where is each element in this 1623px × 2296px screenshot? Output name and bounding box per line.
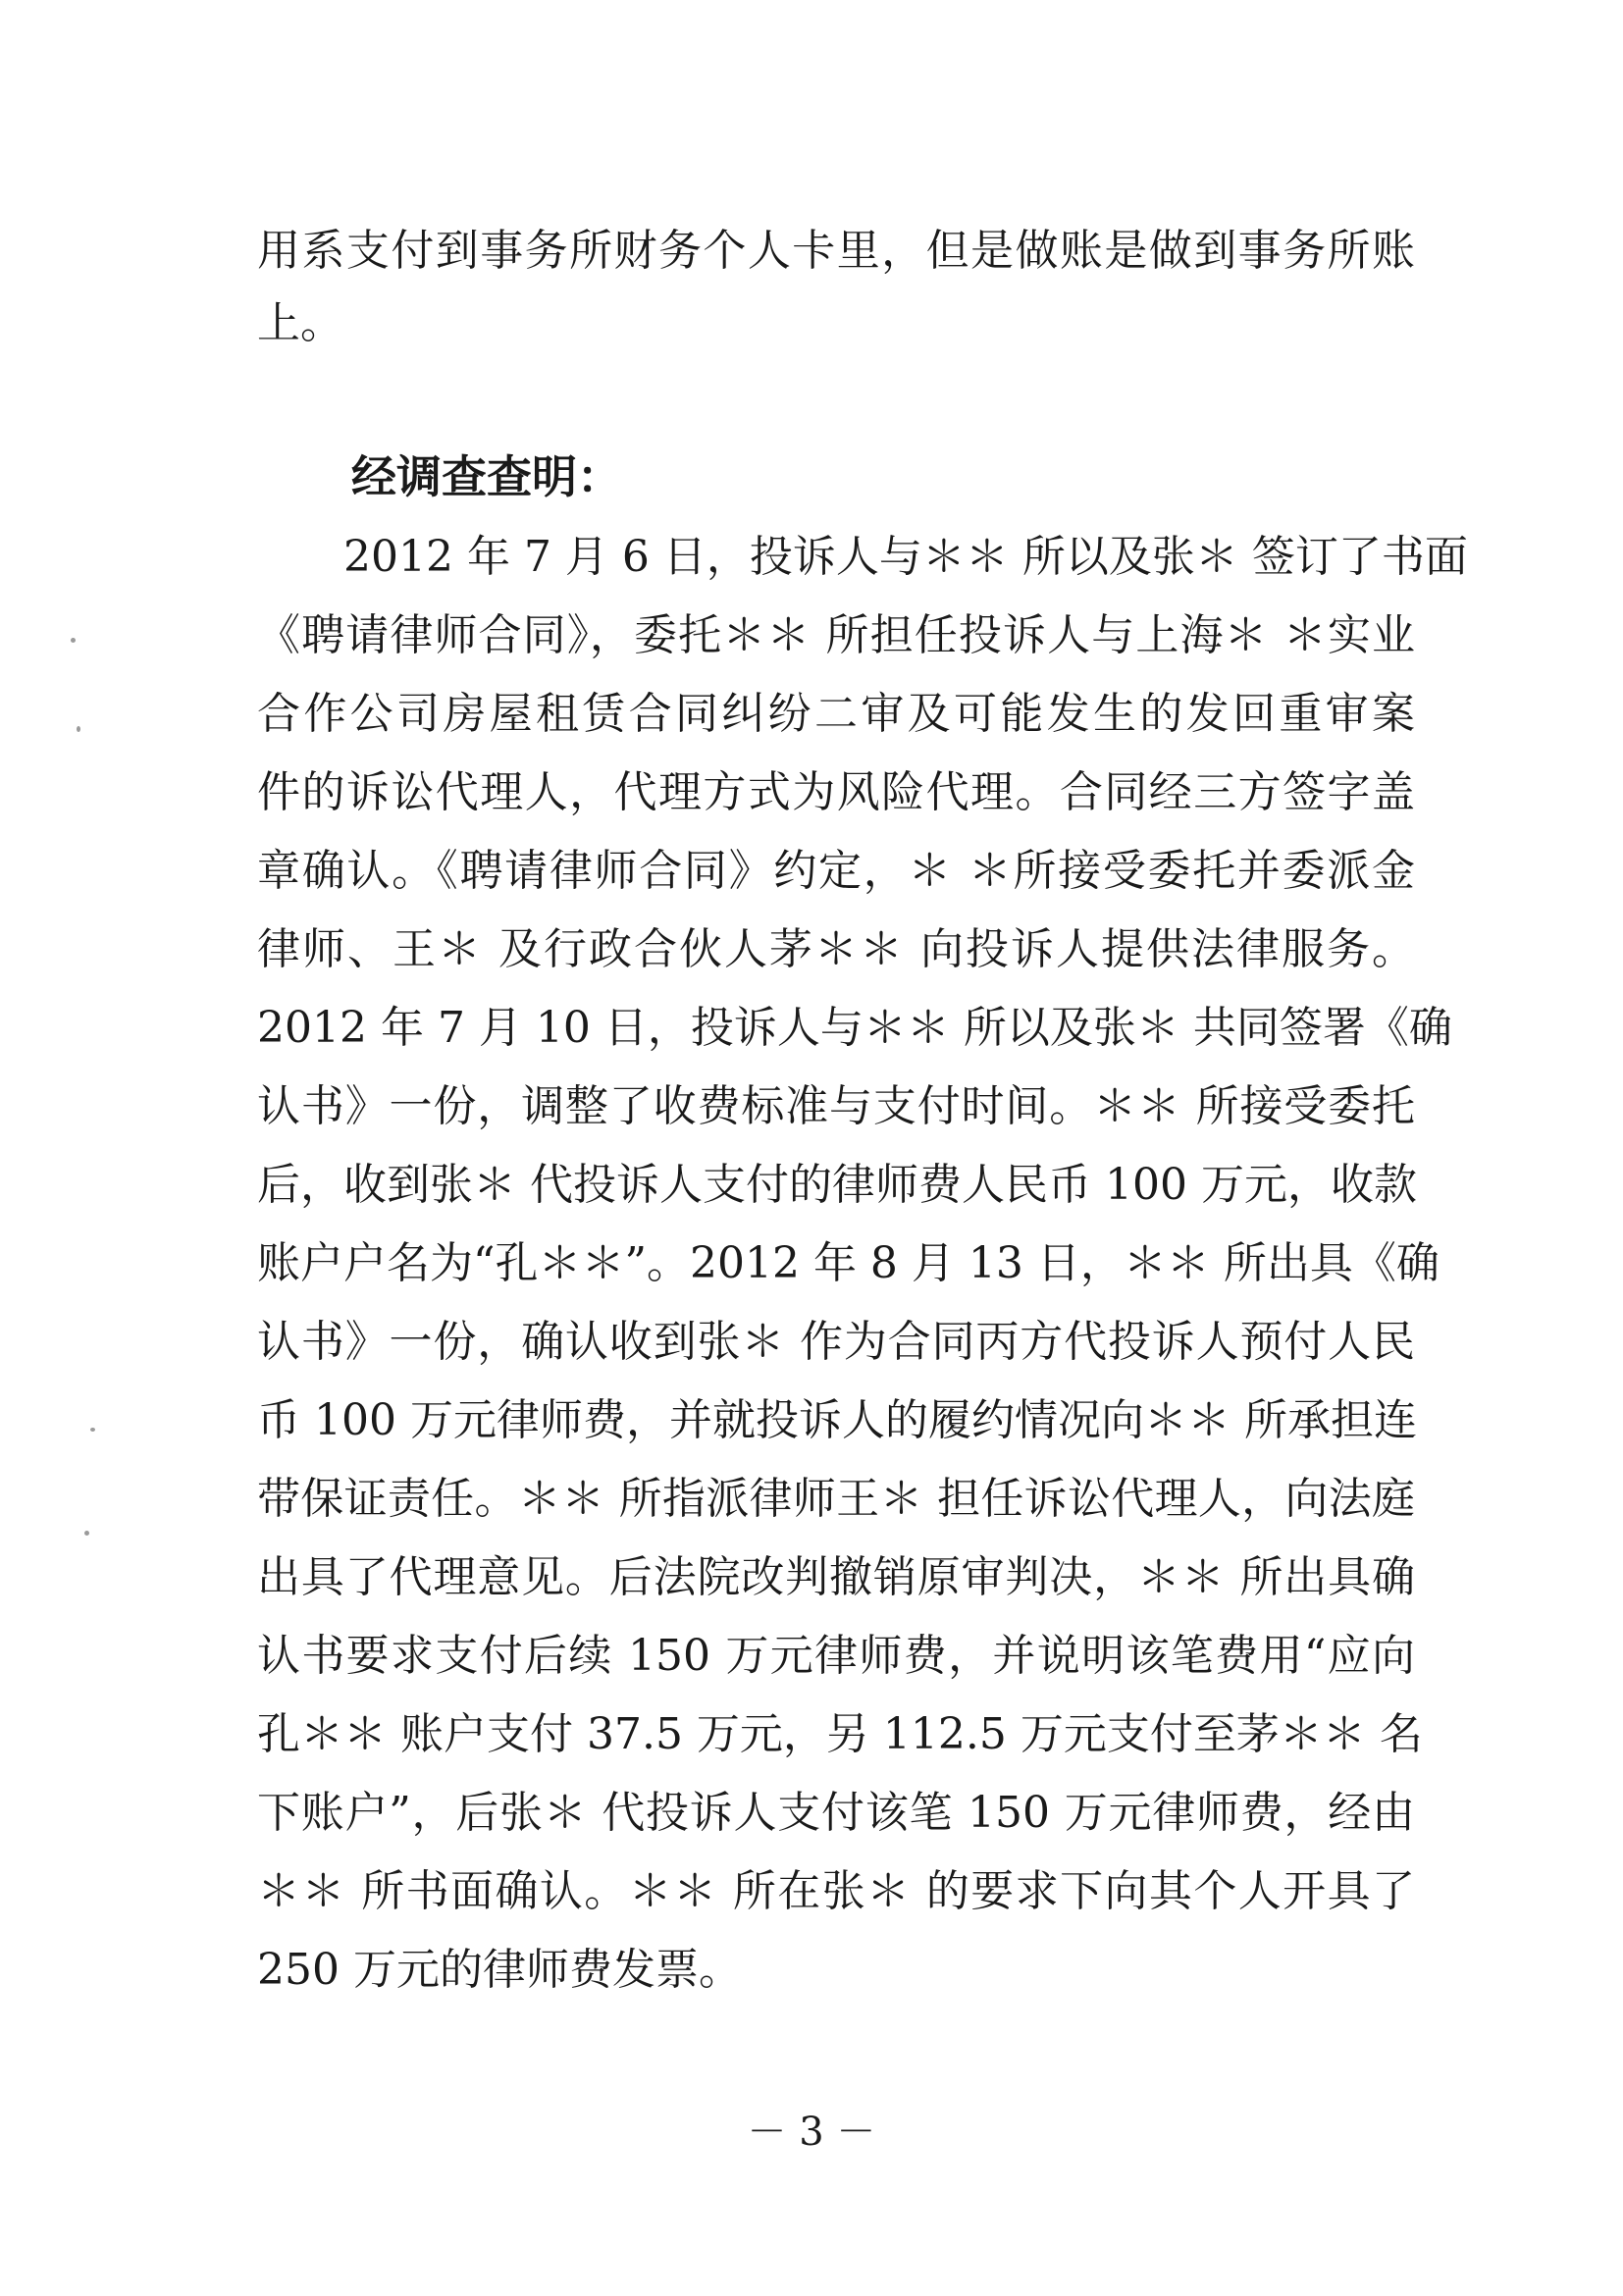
paragraph-line: 认书》一份，确认收到张＊ 作为合同丙方代投诉人预付人民: [257, 1317, 1415, 1367]
paragraph-line: 2012 年 7 月 10 日，投诉人与＊＊ 所以及张＊ 共同签署《确: [257, 1003, 1452, 1053]
paragraph-line: 下账户”，后张＊ 代投诉人支付该笔 150 万元律师费，经由: [257, 1788, 1415, 1838]
paragraph-line: 用系支付到事务所财务个人卡里，但是做账是做到事务所账: [257, 226, 1415, 276]
paragraph-line: 250 万元的律师费发票。: [257, 1945, 742, 1995]
scan-speck: [84, 1531, 89, 1536]
paragraph-line: ＊＊ 所书面确认。＊＊ 所在张＊ 的要求下向其个人开具了: [257, 1866, 1415, 1916]
paragraph-line: 上。: [257, 298, 343, 348]
paragraph-line: 认书》一份，调整了收费标准与支付时间。＊＊ 所接受委托: [257, 1081, 1415, 1131]
section-heading: 经调查查明：: [351, 450, 622, 503]
paragraph-line: 出具了代理意见。后法院改判撤销原审判决，＊＊ 所出具确: [257, 1552, 1415, 1602]
paragraph-line: 账户户名为“孔＊＊”。2012 年 8 月 13 日，＊＊ 所出具《确: [257, 1238, 1440, 1288]
scan-speck: [77, 726, 80, 732]
paragraph-line: 后，收到张＊ 代投诉人支付的律师费人民币 100 万元，收款: [257, 1160, 1417, 1210]
paragraph-line: 认书要求支付后续 150 万元律师费，并说明该笔费用“应向: [257, 1631, 1415, 1681]
page-number: － 3 －: [747, 2110, 876, 2155]
scan-speck: [71, 638, 76, 643]
paragraph-line: 律师、王＊ 及行政合伙人茅＊＊ 向投诉人提供法律服务。: [257, 924, 1415, 974]
scan-speck: [90, 1428, 95, 1432]
paragraph-line: 2012 年 7 月 6 日，投诉人与＊＊ 所以及张＊ 签订了书面: [257, 532, 1468, 582]
paragraph-line: 章确认。《聘请律师合同》约定，＊ ＊所接受委托并委派金: [257, 846, 1415, 896]
paragraph-line: 孔＊＊ 账户支付 37.5 万元，另 112.5 万元支付至茅＊＊ 名: [257, 1709, 1423, 1759]
paragraph-line: 《聘请律师合同》，委托＊＊ 所担任投诉人与上海＊ ＊实业: [257, 610, 1415, 660]
paragraph-line: 带保证责任。＊＊ 所指派律师王＊ 担任诉讼代理人，向法庭: [257, 1474, 1415, 1524]
paragraph-line: 币 100 万元律师费，并就投诉人的履约情况向＊＊ 所承担连: [257, 1395, 1417, 1445]
paragraph-line: 合作公司房屋租赁合同纠纷二审及可能发生的发回重审案: [257, 689, 1415, 739]
paragraph-line: 件的诉讼代理人，代理方式为风险代理。合同经三方签字盖: [257, 767, 1415, 817]
